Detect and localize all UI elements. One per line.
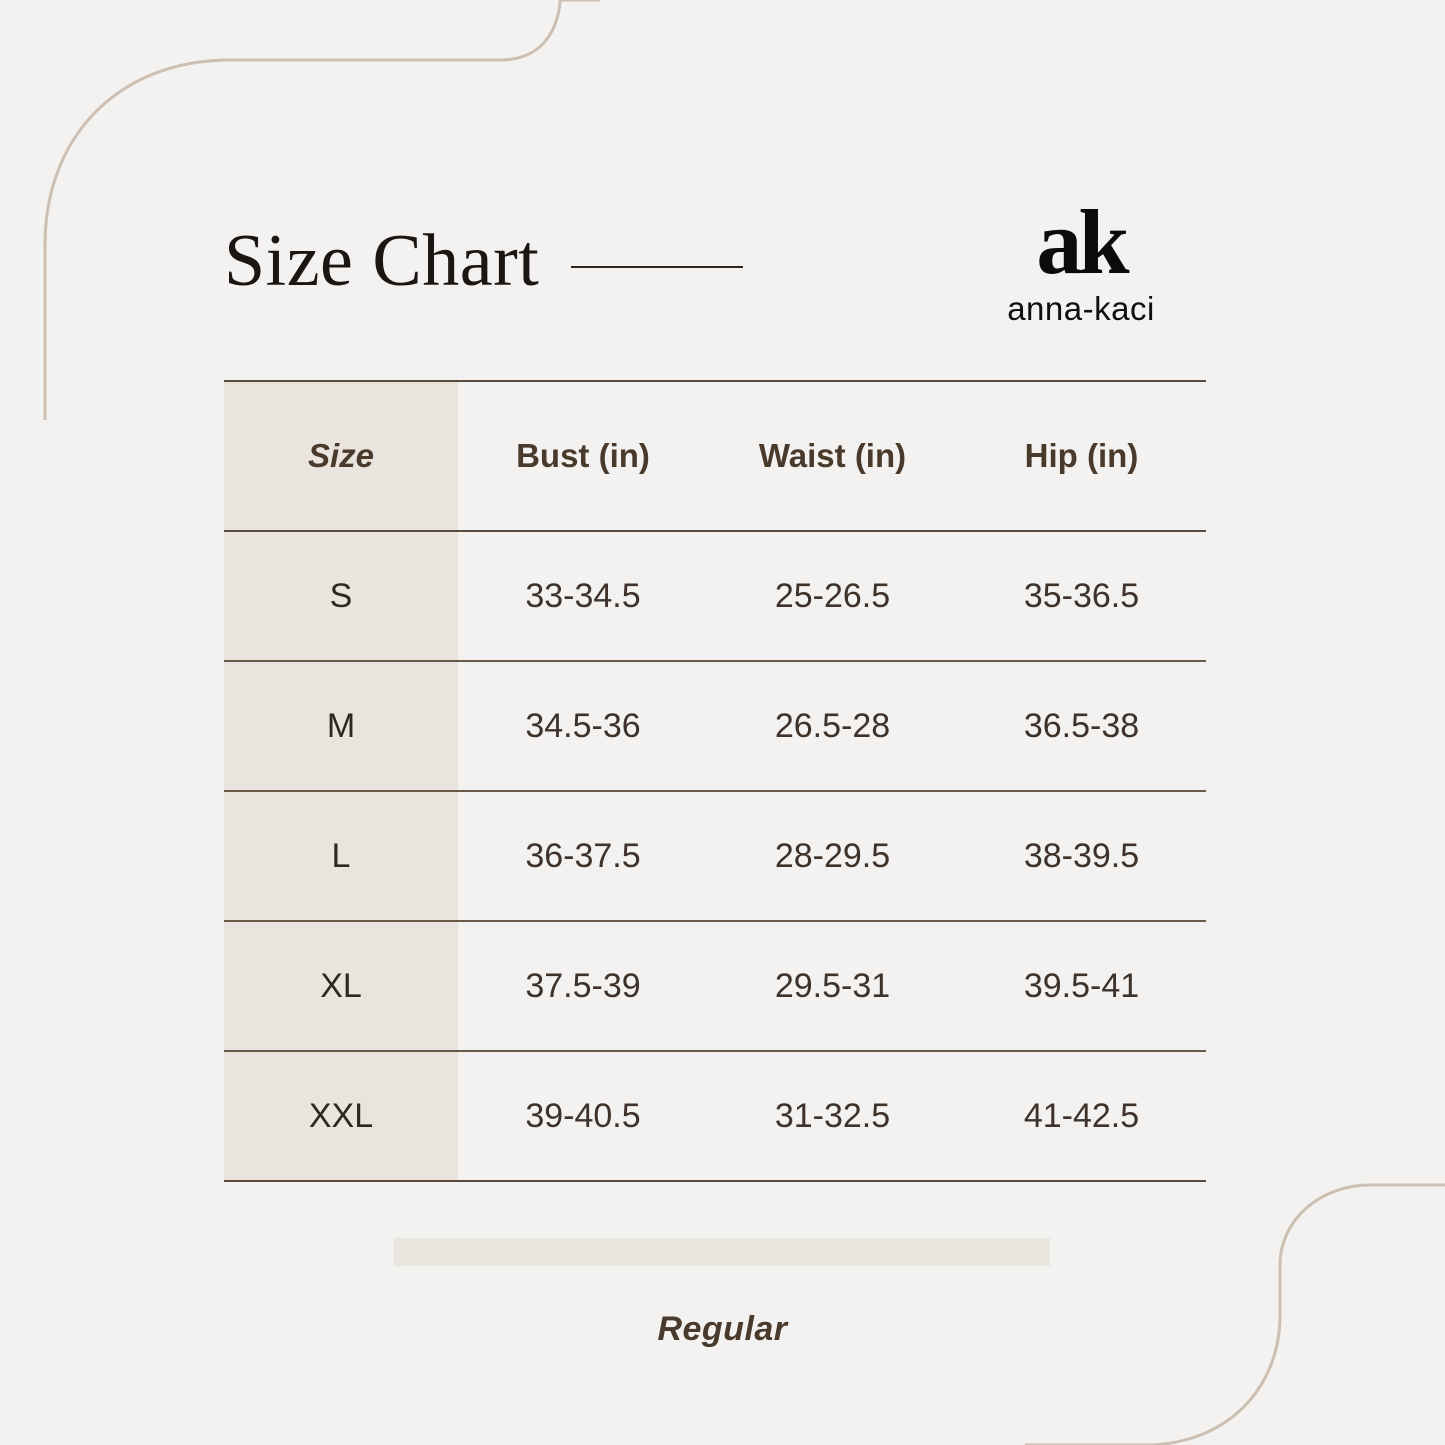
table-row <box>224 661 1206 791</box>
cell-waist: 25-26.5 <box>708 531 957 661</box>
cell-waist: 28-29.5 <box>708 791 957 921</box>
title-divider <box>571 266 743 268</box>
cell-size: M <box>224 661 458 791</box>
cell-hip: 36.5-38 <box>957 661 1206 791</box>
bottom-right-corner-decoration <box>1025 1145 1445 1445</box>
brand-name: anna-kaci <box>1007 290 1155 328</box>
document-header <box>224 186 1206 336</box>
cell-size: XXL <box>224 1051 458 1181</box>
brand-monogram: ak <box>1036 190 1126 293</box>
page-title: Size Chart <box>224 220 540 302</box>
column-header-hip: Hip (in) <box>957 381 1206 531</box>
brand-logo <box>956 190 1206 329</box>
fit-indicator-bar <box>394 1238 1050 1266</box>
table-row <box>224 531 1206 661</box>
cell-waist: 29.5-31 <box>708 921 957 1051</box>
column-header-size: Size <box>224 381 458 531</box>
cell-bust: 39-40.5 <box>458 1051 708 1181</box>
table-row <box>224 1051 1206 1181</box>
cell-waist: 26.5-28 <box>708 661 957 791</box>
table-row <box>224 921 1206 1051</box>
table-row <box>224 791 1206 921</box>
cell-size: XL <box>224 921 458 1051</box>
cell-size: L <box>224 791 458 921</box>
cell-bust: 37.5-39 <box>458 921 708 1051</box>
column-header-bust: Bust (in) <box>458 381 708 531</box>
size-chart-table <box>224 380 1206 1182</box>
cell-bust: 34.5-36 <box>458 661 708 791</box>
cell-hip: 39.5-41 <box>957 921 1206 1051</box>
cell-size: S <box>224 531 458 661</box>
table-header-row <box>224 381 1206 531</box>
cell-hip: 41-42.5 <box>957 1051 1206 1181</box>
cell-hip: 38-39.5 <box>957 791 1206 921</box>
fit-label: Regular <box>657 1310 788 1348</box>
title-group <box>224 220 743 302</box>
cell-bust: 33-34.5 <box>458 531 708 661</box>
cell-bust: 36-37.5 <box>458 791 708 921</box>
cell-waist: 31-32.5 <box>708 1051 957 1181</box>
cell-hip: 35-36.5 <box>957 531 1206 661</box>
column-header-waist: Waist (in) <box>708 381 957 531</box>
